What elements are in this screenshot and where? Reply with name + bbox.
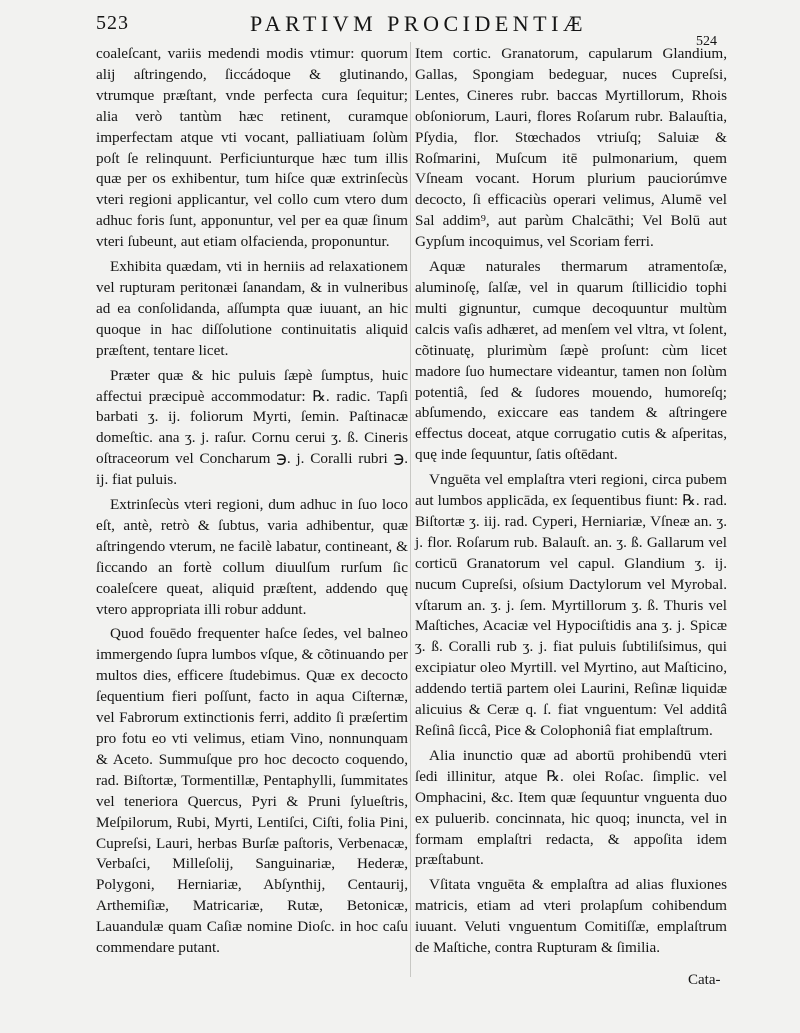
page-title: PARTIVM PROCIDENTIÆ (250, 11, 588, 36)
paragraph: Vſitata vnguēta & emplaſtra ad alias fluxiones matricis, etiam ad vteri prolapſum cohibendum iuuant. Veluti vnguentum Comitiſſæ, emplaſtrum de Maſtiche, contra Rupturam & ſimilia. (415, 876, 727, 957)
paragraph: Quod fouēdo frequenter haſce ſedes, vel balneo immergendo ſupra lumbos vſque, & cõtinuando per multos dies, efficere ſtudebimus. Quæ ex decocto ſequentium fieri poſſunt, facto in aqua Ciſternæ, vel Fabrorum extinctionis ferri, addito ſi præſertim pro fotu eo vti velimus, etiam Vino, nonnunquam & Aceto. Summuſque pro hoc decocto coquendo, rad. Biſtortæ, Tormentillæ, Pentaphylli, ſummitates vel teneriora Quercus, Pyri & Pruni ſylueſtris, Meſpilorum, Rubi, Myrti, Lentiſci, Ciſti, folia Pini, Cupreſsi, Lauri, herbas Burſæ paſtoris, Verbenacæ, Verbaſci, Milleſolij, Sanguinariæ, Hederæ, Polygoni, Herniariæ, Abſynthij, Centaurij, Arthemiſiæ, Matricariæ, Rutæ, Betonicæ, Lauandulæ quam Caſiæ nomine Dioſc. in hoc caſu commendare putant. (96, 625, 408, 957)
paragraph: Extrinſecùs vteri regioni, dum adhuc in ſuo loco eſt, antè, retrò & ſubtus, varia adhibentur, quæ aſtringendo vterum, ne facilè labatur, contineant, & ſiccando an fortè collum diuulſum rurſum ſic coaleſcere queat, aliquid præſtent, addendo quę vtero appropriata illi robur addunt. (96, 496, 408, 618)
column-gutter (410, 42, 411, 977)
right-column (415, 44, 727, 963)
paragraph: Item cortic. Granatorum, capularum Glandium, Gallas, Spongiam bedeguar, nuces Cupreſsi, Lentes, Cineres rubr. baccas Myrtillorum, Rhois obſoniorum, Lauri, flores Roſarum rubr. Balauſtia, Pſydia, flor. Stœchados vtriuſq; Saluiæ & Roſmarini, Muſcum itē pulmonarium, quem Vſneam vocant. Horum plurium pauciorúmve decocto, ſi efficaciùs operari velimus, Alumē vel Sal addim⁹, aut parùm Chalcāthi; Vel Bolū aut Gypſum incoquimus, vel Scoriam ferri. (415, 45, 727, 251)
paragraph: coaleſcant, variis medendi modis vtimur: quorum alij aſtringendo, ſiccádoque & glutinando, vtrumque præſtant, vnde perfecta cura ſequitur; alia verò tantùm hæc retinent, curamque imperfectam atque vti vocant, palliatiuam ſolùm poſt ſe relinquunt. Perficiunturque hæc tum illis quæ per os exhibentur, tum hiſce quæ extrinſecùs vteri regioni applicantur, vel collo cum vtero dum adhuc foris ſunt, apponuntur, vel per ea quæ ſinum vteri ſubeunt, aut etiam olfacienda, proponuntur. (96, 45, 408, 251)
paragraph: Alia inunctio quæ ad abortū prohibendū vteri ſedi illinitur, atque ℞. olei Roſac. ſimplic. vel Omphacini, &c. Item quæ ſequuntur vnguenta duo ex puluerib. concinnata, hic quoq; inuncta, vel in formam emplaſtri redacta, & appoſita idem præſtabunt. (415, 746, 727, 869)
left-column (96, 44, 408, 963)
running-head (0, 11, 800, 49)
paragraph: Aquæ naturales thermarum atramentoſæ, aluminoſę, ſalſæ, vel in quarum ſtillicidio tophi multi gignuntur, cumque decoquuntur multùm calcis vaſis adhæret, ad menſem vel vltra, vt ſolent, cõtinuatę, plurimùm ſæpè proſunt: cùm licet madore ſuo humectare videantur, tamen non ſolùm potentiâ, ſed & ſudores mouendo, humoreſq; abſumendo, exiccare eas tandem & aſtringere effectus doceat, atque corrugatio cutis & aſperitas, quę inde ſequuntur, ſatis oſtēdant. (415, 258, 727, 464)
catchword: Cata- (688, 972, 721, 988)
page-number-left: 523 (96, 12, 129, 34)
page-number-right: 524 (696, 34, 717, 49)
paragraph: Vnguēta vel emplaſtra vteri regioni, circa pubem aut lumbos applicāda, ex ſequentibus fiunt: ℞. rad. Biſtortæ ʒ. iij. rad. Cyperi, Herniariæ, Vſneæ an. ʒ. j. flor. Roſarum rub. Balauſt. an. ʒ. ß. Gallarum vel corticū Granatorum vel capul. Glandium ʒ. ij. nucum Cupreſsi, oſsium Dactylorum vel Myrobal. vſtarum an. ʒ. j. ſem. Myrtillorum ʒ. ß. Thuris vel Maſtiches, Acaciæ vel Hypociſtidis ana ʒ. j. Spicæ ʒ. ß. Coralli rub ʒ. j. fiat puluis ſubtiliſsimus, qui excipiatur oleo Myrtill. vel Myrtino, aut Maſticino, addendo tertiā partem olei Laurini, Reſinæ liquidæ alicuius & Ceræ q. ſ. fiat vnguentum: Vel additâ Reſinâ ſiccâ, Pice & Colophoniâ fiat emplaſtrum. (415, 471, 727, 739)
paragraph: Exhibita quædam, vti in herniis ad relaxationem vel rupturam peritonæi ſanandam, & in vulneribus ad ea conſolidanda, aſſumpta quæ iuuant, an hic quoque in hac diſſolutione continuitatis aliquid præſtent, tentare licet. (96, 258, 408, 359)
paragraph: Præter quæ & hic puluis ſæpè ſumptus, huic affectui præcipuè accommodatur: ℞. radic. Tapſi barbati ʒ. ij. foliorum Myrti, ſemin. Paſtinacæ domeſtic. ana ʒ. j. raſur. Cornu cerui ʒ. ß. Cineris oſtraceorum vel Concharum ℈. j. Coralli rubri ℈. ij. fiat puluis. (96, 366, 408, 489)
